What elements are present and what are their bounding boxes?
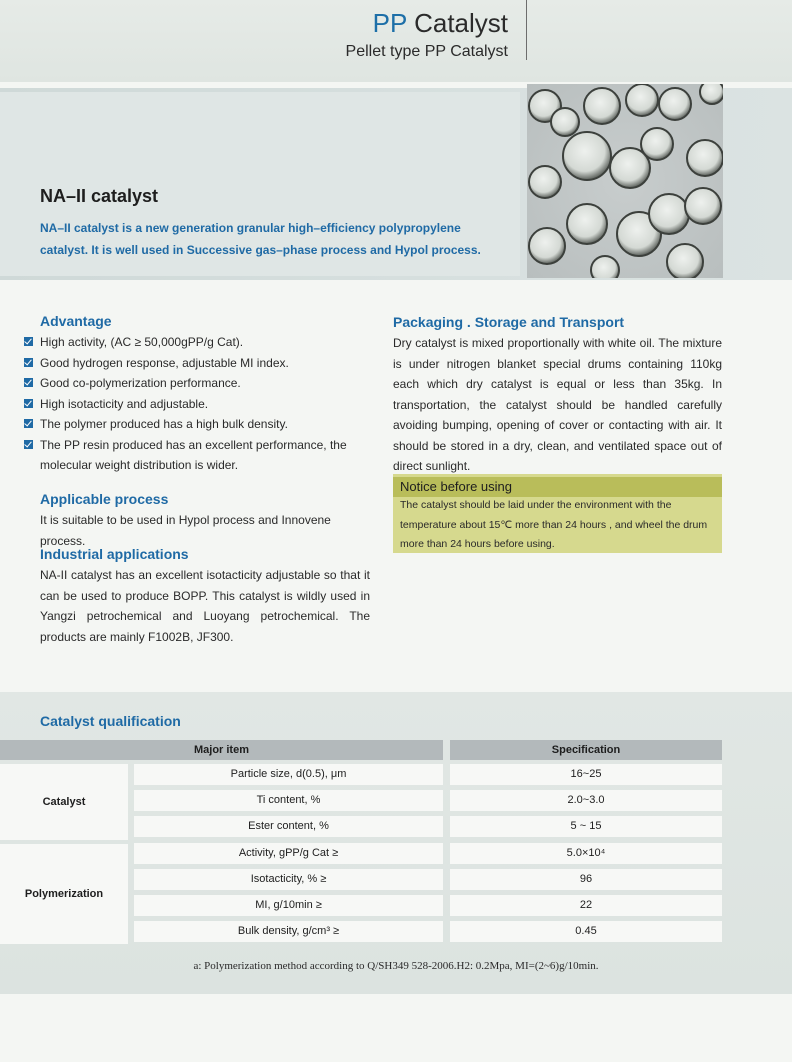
- checkbox-icon: [24, 337, 33, 346]
- notice-heading: Notice before using: [393, 477, 722, 497]
- packaging-heading: Packaging . Storage and Transport: [393, 314, 625, 330]
- applicable-heading: Applicable process: [40, 491, 169, 507]
- table-cell-spec: 2.0~3.0: [450, 790, 722, 811]
- checkbox-icon: [24, 399, 33, 408]
- group-catalyst: Catalyst: [0, 764, 128, 840]
- table-cell-item: MI, g/10min ≥: [134, 895, 443, 916]
- table-cell-item: Activity, gPP/g Cat ≥: [134, 843, 443, 864]
- advantage-list: [24, 332, 354, 476]
- table-cell-item: Ti content, %: [134, 790, 443, 811]
- table-cell-spec: 22: [450, 895, 722, 916]
- pellets-illustration: [527, 84, 723, 278]
- applicable-text: It is suitable to be used in Hypol process and Innovene process.: [40, 513, 331, 548]
- title-accent: PP: [372, 8, 407, 38]
- checkbox-icon: [24, 378, 33, 387]
- checkbox-icon: [24, 440, 33, 449]
- table-cell-spec: 5 ~ 15: [450, 816, 722, 837]
- industrial-text: NA-II catalyst has an excellent isotacticity adjustable so that it can be used to produce BOPP. This catalyst is wildly used in Yangzi petrochemical and Luoyang petrochemical. The products are mainly F1002B, JF300.: [40, 568, 370, 644]
- checkbox-icon: [24, 358, 33, 367]
- table-cell-item: Isotacticity, % ≥: [134, 869, 443, 890]
- group-polymerization: Polymerization: [0, 844, 128, 944]
- table-cell-spec: 0.45: [450, 921, 722, 942]
- header-divider: [526, 0, 527, 60]
- table-cell-spec: 5.0×10⁴: [450, 843, 722, 864]
- table-cell-spec: 16~25: [450, 764, 722, 785]
- advantage-heading: Advantage: [40, 313, 112, 329]
- advantage-item: The polymer produced has a high bulk density.: [24, 414, 354, 435]
- advantage-item: High isotacticity and adjustable.: [24, 394, 354, 415]
- table-footnote: a: Polymerization method according to Q/SH349 528-2006.H2: 0.2Mpa, MI=(2~6)g/10min.: [193, 960, 599, 972]
- advantage-item: High activity, (AC ≥ 50,000gPP/g Cat).: [24, 332, 354, 353]
- page-subtitle: Pellet type PP Catalyst: [345, 43, 508, 60]
- table-cell-item: Bulk density, g/cm³ ≥: [134, 921, 443, 942]
- intro-text: NA–II catalyst is a new generation granular high–efficiency polypropylene catalyst. It is well used in Successive gas–phase process and Hypol process.: [40, 221, 481, 257]
- packaging-text: Dry catalyst is mixed proportionally with white oil. The mixture is under nitrogen blanket special drums containing 110kg each which dry catalyst is equal or less than 35kg. In transportation, the catalyst should be handled carefully avoiding bumping, opening of cover or contacting with air. It should be stored in a dry, clean, and ventilated space out of direct sunlight.: [393, 336, 722, 473]
- industrial-heading: Industrial applications: [40, 546, 189, 562]
- col-header-spec: Specification: [450, 740, 722, 760]
- qualification-heading: Catalyst qualification: [40, 713, 181, 729]
- advantage-item: Good hydrogen response, adjustable MI index.: [24, 353, 354, 374]
- catalyst-micrograph: [527, 84, 723, 278]
- advantage-item: Good co-polymerization performance.: [24, 373, 354, 394]
- table-cell-item: Particle size, d(0.5), μm: [134, 764, 443, 785]
- col-header-major: Major item: [0, 740, 443, 760]
- title-rest: Catalyst: [414, 8, 508, 38]
- table-cell-item: Ester content, %: [134, 816, 443, 837]
- page-title: [373, 8, 508, 39]
- intro-heading: NA–II catalyst: [40, 186, 159, 206]
- notice-text: The catalyst should be laid under the environment with the temperature about 15℃ more than 24 hours , and wheel the drum more than 24 hours before using.: [400, 499, 708, 550]
- table-cell-spec: 96: [450, 869, 722, 890]
- advantage-item: The PP resin produced has an excellent performance, the molecular weight distribution is wider.: [24, 435, 354, 476]
- checkbox-icon: [24, 419, 33, 428]
